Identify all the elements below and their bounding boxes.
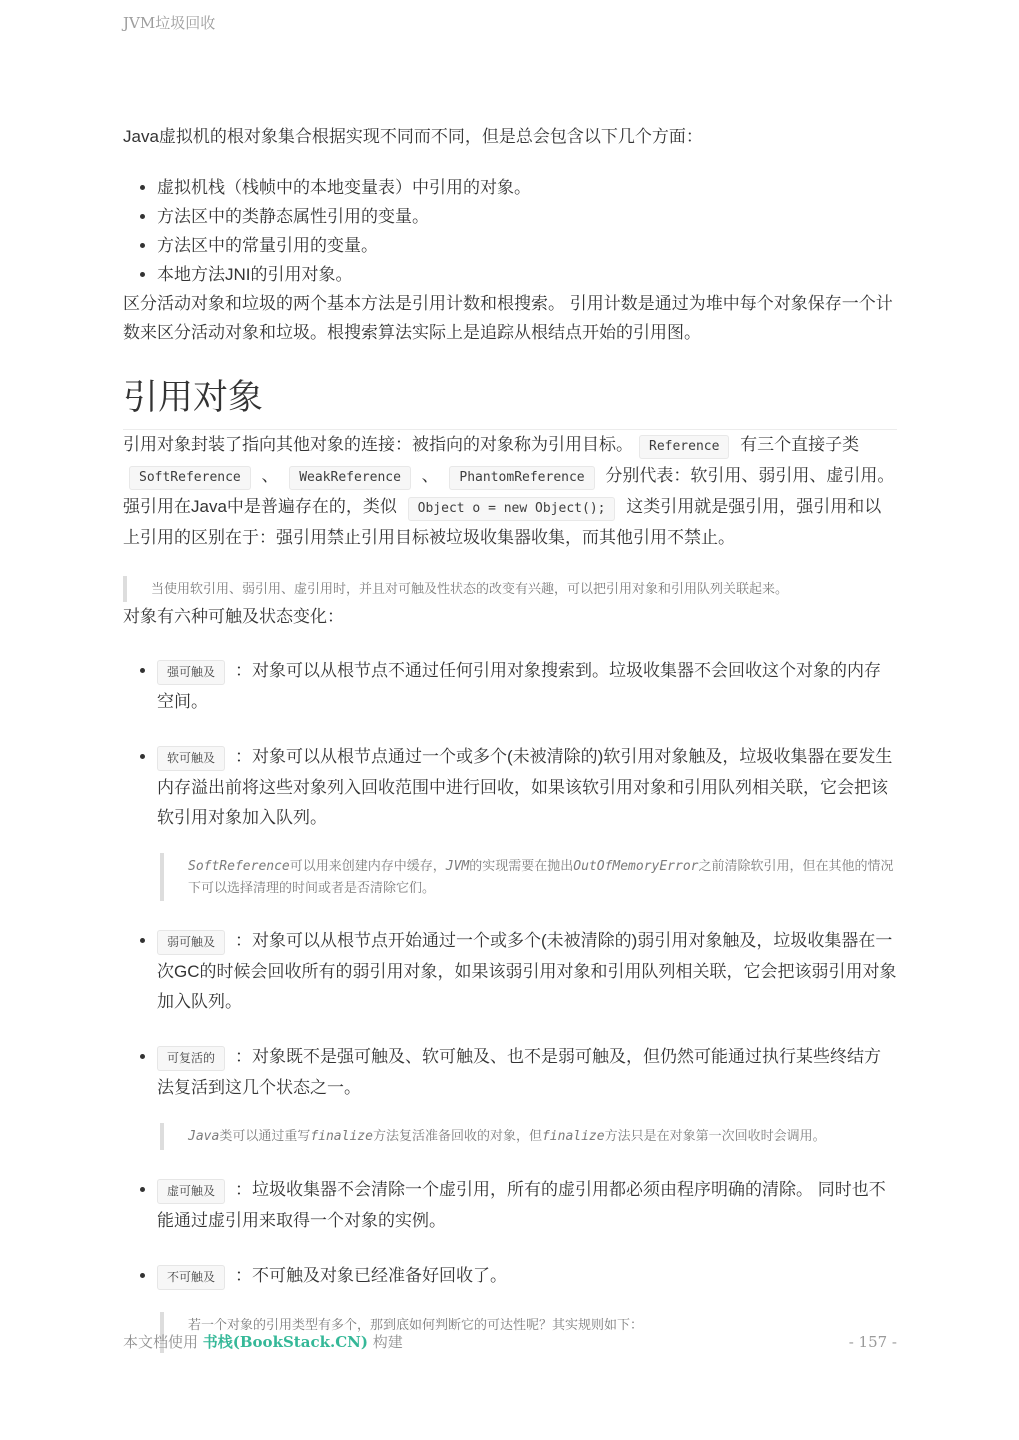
state-badge: 强可触及 <box>157 660 225 685</box>
gc-roots-list <box>123 173 897 289</box>
inline-code-italic: Java <box>188 1129 220 1144</box>
text-run: ：垃圾收集器不会清除一个虚引用，所有的虚引用都必须由程序明确的清除。 同时也不能通过虚引用来取得一个对象的实例。 <box>157 1180 886 1230</box>
page-footer <box>123 1331 897 1352</box>
inline-code: Object o = new Object(); <box>408 497 616 521</box>
list-item: • 本地方法JNI的引用对象。 <box>157 260 897 289</box>
inline-code: SoftReference <box>129 466 251 490</box>
text-run: ：对象可以从根节点不通过任何引用对象搜索到。垃圾收集器不会回收这个对象的内存空间。 <box>157 661 882 711</box>
inline-code: WeakReference <box>289 466 411 490</box>
method-paragraph: 区分活动对象和垃圾的两个基本方法是引用计数和根搜索。 引用计数是通过为堆中每个对象保存一个计数来区分活动对象和垃圾。根搜索算法实际上是追踪从根结点开始的引用图。 <box>123 294 893 342</box>
footer-build-suffix: 构建 <box>367 1333 403 1351</box>
reachability-states-list <box>123 1175 897 1292</box>
inline-code-italic: OutOfMemoryError <box>573 859 699 874</box>
state-item-soft <box>157 742 897 833</box>
reachability-states-list <box>123 926 897 1103</box>
text-run: ：对象可以从根节点通过一个或多个(未被清除的)软引用对象触及，垃圾收集器在要发生内存溢出前将这些对象列入回收范围中进行回收，如果该软引用对象和引用队列相关联，它会把该软引用对象加入队列。 <box>157 747 893 827</box>
section-title: 引用对象 <box>123 378 264 417</box>
intro-paragraph: Java虚拟机的根对象集合根据实现不同而不同，但是总会包含以下几个方面： <box>123 127 703 146</box>
state-badge: 软可触及 <box>157 746 225 771</box>
blockquote-reference-queue: 当使用软引用、弱引用、虚引用时，并且对可触及性状态的改变有兴趣，可以把引用对象和引用队列关联起来。 <box>123 576 897 602</box>
inline-code-italic: finalize <box>310 1129 373 1144</box>
text-run: ：不可触及对象已经准备好回收了。 <box>235 1266 508 1285</box>
state-item-resurrectable <box>157 1042 897 1103</box>
text-run: 类可以通过重写 <box>219 1128 311 1143</box>
blockquote-softreference <box>160 853 897 901</box>
text-run: 方法复活准备回收的对象，但 <box>372 1128 542 1143</box>
text-run: 引用对象封装了指向其他对象的连接：被指向的对象称为引用目标。 <box>123 435 633 454</box>
text-run: 有三个直接子类 <box>735 435 860 454</box>
state-badge: 弱可触及 <box>157 930 225 955</box>
text-run: 、 <box>416 466 444 485</box>
reachability-states-list <box>123 656 897 833</box>
list-item: • 方法区中的常量引用的变量。 <box>157 231 897 260</box>
text-run: 、 <box>256 466 284 485</box>
state-item-phantom <box>157 1175 897 1236</box>
inline-code-italic: JVM <box>445 859 470 874</box>
state-badge: 可复活的 <box>157 1046 225 1071</box>
text-run: ：对象可以从根节点开始通过一个或多个(未被清除的)弱引用对象触及，垃圾收集器在一次GC的时候会回收所有的弱引用对象，如果该弱引用对象和引用队列相关联，它会把该弱引用对象加入队列。 <box>157 931 897 1011</box>
list-item: • 方法区中的类静态属性引用的变量。 <box>157 202 897 231</box>
states-intro-paragraph: 对象有六种可触及状态变化： <box>123 607 344 626</box>
footer-build-note <box>123 1331 403 1352</box>
footer-brand-link[interactable]: 书栈(BookStack.CN) <box>202 1333 368 1351</box>
blockquote-finalize <box>160 1123 897 1150</box>
document-content <box>123 0 897 1353</box>
text-run: ：对象既不是强可触及、软可触及、也不是弱可触及，但仍然可能通过执行某些终结方法复活到这几个状态之一。 <box>157 1047 882 1097</box>
inline-code: Reference <box>639 435 729 459</box>
inline-code-italic: finalize <box>541 1129 605 1144</box>
text-run: 方法只是在对象第一次回收时会调用。 <box>604 1128 826 1143</box>
state-badge: 虚可触及 <box>157 1179 225 1204</box>
state-item-unreachable <box>157 1261 897 1292</box>
text-run: 分别代表：软引用、弱引用、虚引用。强引用在Java中是普遍存在的，类似 <box>123 466 895 516</box>
text-run: 的实现需要在抛出 <box>469 858 574 873</box>
footer-page-number: - 157 - <box>848 1333 897 1351</box>
text-run: 可以用来创建内存中缓存， <box>289 858 446 873</box>
page-header-title: JVM垃圾回收 <box>123 14 216 32</box>
list-item: • 虚拟机栈（栈帧中的本地变量表）中引用的对象。 <box>157 173 897 202</box>
reference-paragraph <box>123 430 897 552</box>
text-run: 之前清除软引用，但在其他的情况下可以选择清理的时间或者是否清除它们。 <box>188 858 894 895</box>
inline-code: PhantomReference <box>449 466 594 490</box>
footer-build-prefix: 本文档使用 <box>123 1333 203 1351</box>
text-run: 若一个对象的引用类型有多个，那到底如何判断它的可达性呢？其实规则如下： <box>188 1317 644 1332</box>
inline-code-italic: SoftReference <box>188 859 290 874</box>
text-run: 这类引用就是强引用，强引用和以上引用的区别在于：强引用禁止引用目标被垃圾收集器收集，而其他引用不禁止。 <box>123 497 882 547</box>
state-item-weak <box>157 926 897 1017</box>
state-badge: 不可触及 <box>157 1265 225 1290</box>
state-item-strong <box>157 656 897 717</box>
